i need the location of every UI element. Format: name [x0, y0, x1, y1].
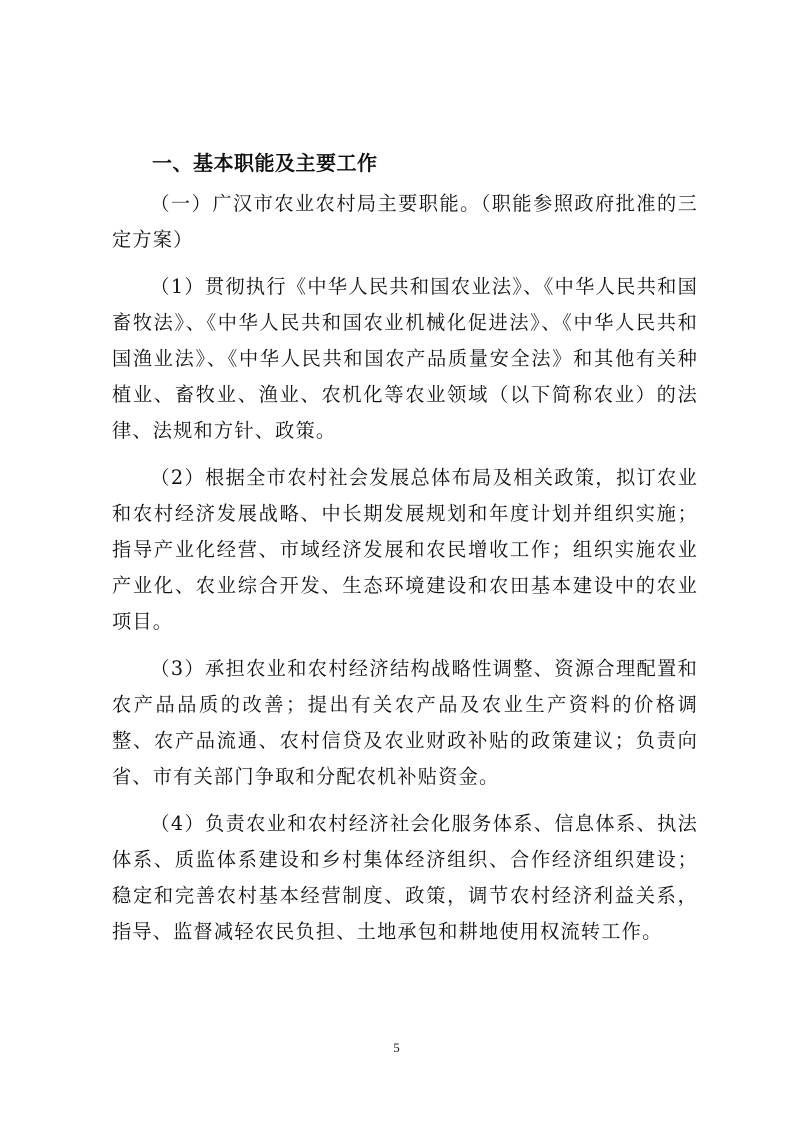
document-body	[112, 146, 698, 961]
paragraph-item-4: （4）负责农业和农村经济社会化服务体系、信息体系、执法体系、质监体系建设和乡村集体经济组织、合作经济组织建设；稳定和完善农村基本经营制度、政策，调节农村经济利益关系，指导、监督减轻农民负担、土地承包和耕地使用权流转工作。	[112, 812, 698, 943]
paragraph-item-1: （1）贯彻执行《中华人民共和国农业法》、《中华人民共和国畜牧法》、《中华人民共和国农业机械化促进法》、《中华人民共和国渔业法》、《中华人民共和国农产品质量安全法》和其他有关种植业、畜牧业、渔业、农机化等农业领域（以下简称农业）的法律、法规和方针、政策。	[112, 275, 698, 442]
paragraph-item-3: （3）承担农业和农村经济结构战略性调整、资源合理配置和农产品品质的改善；提出有关农产品及农业生产资料的价格调整、农产品流通、农村信贷及农业财政补贴的政策建议；负责向省、市有关部门争取和分配农机补贴资金。	[112, 657, 698, 788]
paragraph-main-functions: （一）广汉市农业农村局主要职能。（职能参照政府批准的三定方案）	[112, 192, 698, 251]
section-heading: 一、基本职能及主要工作	[152, 151, 378, 175]
paragraph-item-2: （2）根据全市农村社会发展总体布局及相关政策，拟订农业和农村经济发展战略、中长期发展规划和年度计划并组织实施；指导产业化经营、市域经济发展和农民增收工作；组织实施农业产业化、农业综合开发、生态环境建设和农田基本建设中的农业项目。	[112, 466, 698, 633]
page-number: 5	[393, 1040, 400, 1055]
